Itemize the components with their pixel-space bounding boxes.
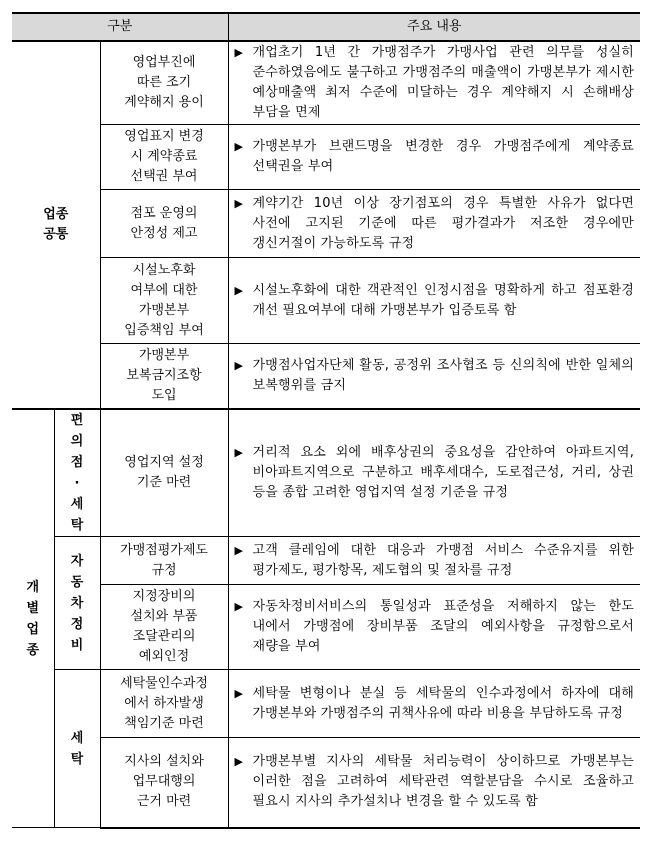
bullet-icon: ▶ [234, 140, 243, 153]
subgroup-convenience-laundry: 편의점·세탁 [54, 409, 100, 537]
item-cell: 점포 운영의 안정성 제고 [100, 190, 228, 258]
bullet-icon: ▶ [234, 755, 243, 769]
bullet-icon: ▶ [234, 446, 243, 459]
item-cell: 지정장비의 설치와 부품 조달관리의 예외인정 [100, 585, 228, 670]
content-cell: ▶ 가맹본부가 브랜드명을 변경한 경우 가맹점주에게 계약종료 선택권을 부여 [228, 125, 640, 190]
item-cell: 영업표지 변경 시 계약종료 선택권 부여 [100, 125, 228, 190]
bullet-icon: ▶ [234, 686, 243, 700]
content-cell: ▶ 고객 클레임에 대한 대응과 가맹점 서비스 수준유지를 위한 평가제도, 평가항목, 제도협의 및 절차를 규정 [228, 537, 640, 585]
item-cell: 세탁물인수과정 에서 하자발생 책임기준 마련 [100, 670, 228, 738]
table-row [12, 670, 640, 738]
content-cell: ▶ 시설노후화에 대한 객관적인 인정시점을 명확하게 하고 점포환경 개선 필요여부에 대해 가맹본부가 입증토록 함 [228, 258, 640, 344]
header-group: 구분 [12, 13, 228, 41]
table-row [12, 537, 640, 585]
item-cell: 시설노후화 여부에 대한 가맹본부 입증책임 부여 [100, 258, 228, 344]
subgroup-auto-repair: 자동차정비 [54, 537, 100, 670]
bullet-icon: ▶ [234, 600, 243, 613]
content-cell: ▶ 개업초기 1년 간 가맹점주가 가맹사업 관련 의무를 성실히 준수하였음에도 불구하고 가맹점주의 매출액이 가맹본부가 제시한 예상매출액 최저 수준에 미달하는 경우 계약해지 시 손해배상 부담을 면제 [228, 41, 640, 125]
bullet-icon: ▶ [234, 196, 243, 210]
table-row [12, 41, 640, 125]
table-row [12, 125, 640, 190]
bullet-icon: ▶ [234, 46, 243, 59]
item-cell: 지사의 설치와 업무대행의 근거 마련 [100, 738, 228, 828]
header-content: 주요 내용 [228, 13, 640, 41]
bullet-icon: ▶ [234, 283, 243, 297]
content-cell: ▶ 세탁물 변형이나 분실 등 세탁물의 인수과정에서 하자에 대해 가맹본부와 가맹점주의 귀책사유에 따라 비용을 부담하도록 규정 [228, 670, 640, 738]
table-row [12, 585, 640, 670]
content-cell: ▶ 가맹본부별 지사의 세탁물 처리능력이 상이하므로 가맹본부는 이러한 점을 고려하여 세탁관련 역할분담을 수시로 조율하고 필요시 지사의 추가설치나 변경을 할 수 있도록 함 [228, 738, 640, 828]
subgroup-laundry: 세탁 [54, 670, 100, 828]
header-row [12, 13, 640, 41]
content-cell: ▶ 계약기간 10년 이상 장기점포의 경우 특별한 사유가 없다면 사전에 고지된 기준에 따른 평가결과가 저조한 경우에만 갱신거절이 가능하도록 규정 [228, 190, 640, 258]
content-cell: ▶ 거리적 요소 외에 배후상권의 중요성을 감안하여 아파트지역, 비아파트지역으로 구분하고 배후세대수, 도로접근성, 거리, 상권 등을 종합 고려한 영업지역 설정 기준을 규정 [228, 409, 640, 537]
table-row [12, 738, 640, 828]
group-common: 업종 공통 [12, 41, 100, 409]
item-cell: 가맹점평가제도 규정 [100, 537, 228, 585]
table-row [12, 190, 640, 258]
table-row [12, 258, 640, 344]
content-cell: ▶ 자동차정비서비스의 통일성과 표준성을 저해하지 않는 한도 내에서 가맹점에 장비부품 조달의 예외사항을 규정함으로서 재량을 부여 [228, 585, 640, 670]
content-cell: ▶ 가맹점사업자단체 활동, 공정위 조사협조 등 신의칙에 반한 일체의 보복행위를 금지 [228, 344, 640, 410]
policy-table [12, 12, 640, 829]
item-cell: 영업부진에 따른 조기 계약해지 용이 [100, 41, 228, 125]
item-cell: 가맹본부 보복금지조항 도입 [100, 344, 228, 410]
bullet-icon: ▶ [234, 359, 243, 372]
item-cell: 영업지역 설정 기준 마련 [100, 409, 228, 537]
table-row [12, 409, 640, 537]
table-row [12, 344, 640, 410]
group-specific: 개별업종 [12, 409, 54, 828]
bullet-icon: ▶ [234, 543, 243, 557]
